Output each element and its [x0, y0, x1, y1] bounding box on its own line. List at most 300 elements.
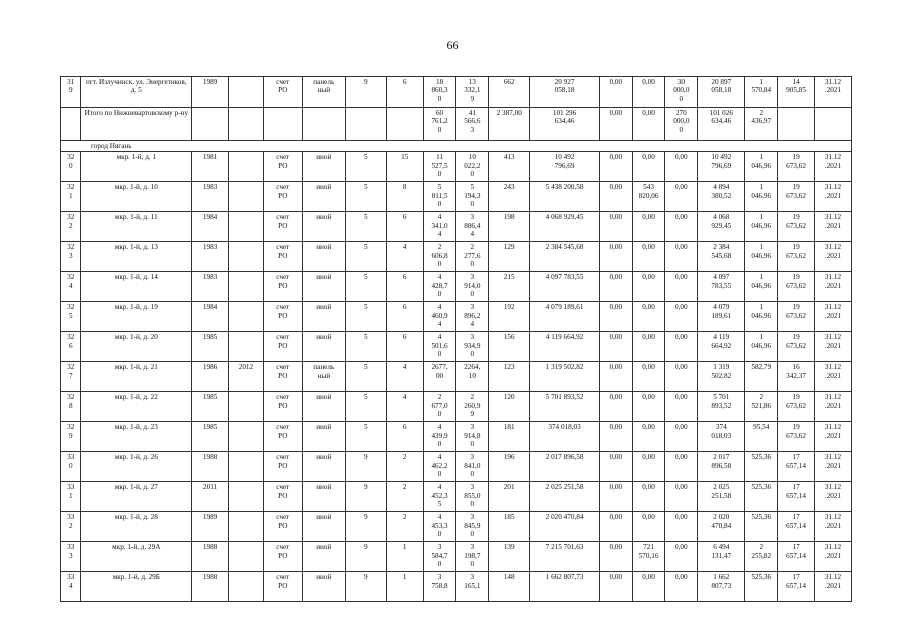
cell-c7: 19 673,62 [778, 332, 815, 362]
cell-a1: 4 462,2 0 [423, 452, 456, 482]
cell-ent: 6 [386, 422, 423, 452]
cell-a1: 4 453,3 0 [423, 512, 456, 542]
cell-n: 32 4 [61, 272, 81, 302]
cell-year: 1988 [192, 452, 229, 482]
cell-a1: 4 341,0 4 [423, 212, 456, 242]
cell-c3: 0,00 [632, 302, 665, 332]
cell-c6: 1 046,96 [745, 332, 778, 362]
cell-year: 1989 [192, 512, 229, 542]
cell-a1: 3 584,7 0 [423, 542, 456, 572]
cell-c6: 95,54 [745, 422, 778, 452]
cell-date: 31.12 .2021 [815, 362, 852, 392]
cell-c3: 0,00 [632, 152, 665, 182]
cell-res: 148 [489, 572, 530, 602]
registry-table [60, 76, 852, 602]
cell-a2: 3 914,0 0 [456, 272, 489, 302]
cell-fl: 9 [345, 542, 386, 572]
cell-fl: 5 [345, 332, 386, 362]
cell-c3: 0,00 [632, 77, 665, 108]
cell-date: 31.12 .2021 [815, 482, 852, 512]
cell-date: 31.12 .2021 [815, 542, 852, 572]
cell-c1: 4 097 783,55 [530, 272, 600, 302]
cell-a1: 18 860,3 0 [423, 77, 456, 108]
cell-wall: иной [302, 302, 345, 332]
cell-date: 31.12 .2021 [815, 152, 852, 182]
cell-c4: 30 000,0 0 [665, 77, 698, 108]
cell-year2 [229, 392, 264, 422]
cell-acc: счет РО [263, 332, 302, 362]
cell-year: 1989 [192, 77, 229, 108]
total-c4: 270 000,0 0 [665, 108, 698, 141]
cell-date: 31.12 .2021 [815, 572, 852, 602]
cell-a2: 3 886,4 4 [456, 212, 489, 242]
cell-wall: иной [302, 482, 345, 512]
cell-c6: 525,36 [745, 452, 778, 482]
cell-wall: иной [302, 332, 345, 362]
cell-ent: 8 [386, 182, 423, 212]
cell-addr: пгт. Излучинск, ул. Энергетиков, д. 5 [81, 77, 192, 108]
total-row [61, 108, 852, 141]
cell-year2 [229, 452, 264, 482]
cell-c1: 5 701 893,52 [530, 392, 600, 422]
cell-addr: мкр. 1-й, д. 10 [81, 182, 192, 212]
cell-c3: 0,00 [632, 572, 665, 602]
cell-year2 [229, 422, 264, 452]
cell-n: 32 0 [61, 152, 81, 182]
cell-a2: 3 165,1 [456, 572, 489, 602]
cell-c5: 1 662 807,73 [698, 572, 745, 602]
cell-acc: счет РО [263, 452, 302, 482]
cell-wall: иной [302, 452, 345, 482]
cell-c4: 0,00 [665, 392, 698, 422]
cell-fl [345, 108, 386, 141]
cell-addr: мкр. 1-й, д. 11 [81, 212, 192, 242]
table-row [61, 242, 852, 272]
cell-addr: мкр. 1-й, д. 1 [81, 152, 192, 182]
cell-c5: 4 894 380,52 [698, 182, 745, 212]
cell-n: 33 1 [61, 482, 81, 512]
cell-ent: 4 [386, 362, 423, 392]
cell-a1: 2677, 00 [423, 362, 456, 392]
cell-c4: 0,00 [665, 452, 698, 482]
cell-c6: 2 521,86 [745, 392, 778, 422]
cell-c3: 0,00 [632, 392, 665, 422]
cell-res: 243 [489, 182, 530, 212]
cell-addr: мкр. 1-й, д. 29Б [81, 572, 192, 602]
cell-c1: 4 119 664,92 [530, 332, 600, 362]
cell-c5: 2 025 251,58 [698, 482, 745, 512]
cell-a1: 4 501,6 0 [423, 332, 456, 362]
cell-addr: мкр. 1-й, д. 21 [81, 362, 192, 392]
cell-c3: 0,00 [632, 512, 665, 542]
cell-fl: 5 [345, 302, 386, 332]
cell-a2: 2264, 10 [456, 362, 489, 392]
cell-addr: мкр. 1-й, д. 14 [81, 272, 192, 302]
cell-res: 129 [489, 242, 530, 272]
cell-year2 [229, 212, 264, 242]
cell-a1: 5 811,5 0 [423, 182, 456, 212]
cell-wall: иной [302, 272, 345, 302]
cell-addr: мкр. 1-й, д. 29А [81, 542, 192, 572]
table-row [61, 182, 852, 212]
cell-a2: 2 277,6 0 [456, 242, 489, 272]
table-row [61, 452, 852, 482]
cell-addr: мкр. 1-й, д. 19 [81, 302, 192, 332]
cell-c2: 0,00 [599, 392, 632, 422]
cell-c3: 0,00 [632, 482, 665, 512]
cell-year: 1985 [192, 422, 229, 452]
cell-year2 [229, 108, 264, 141]
cell-n: 32 3 [61, 242, 81, 272]
cell-c4: 0,00 [665, 482, 698, 512]
cell-n: 32 1 [61, 182, 81, 212]
cell-wall: иной [302, 152, 345, 182]
cell-c4: 0,00 [665, 242, 698, 272]
cell-c7: 19 673,62 [778, 422, 815, 452]
cell-date: 31.12 .2021 [815, 242, 852, 272]
cell-n: 33 2 [61, 512, 81, 542]
cell-n: 32 2 [61, 212, 81, 242]
cell-res: 192 [489, 302, 530, 332]
cell-wall: панель ный [302, 362, 345, 392]
cell-c3: 543 820,06 [632, 182, 665, 212]
cell-fl: 9 [345, 452, 386, 482]
cell-c3: 0,00 [632, 452, 665, 482]
cell-acc: счет РО [263, 422, 302, 452]
cell-c5: 6 494 131,47 [698, 542, 745, 572]
table-row [61, 542, 852, 572]
cell-c7: 17 657,14 [778, 542, 815, 572]
cell-addr: мкр. 1-й, д. 23 [81, 422, 192, 452]
cell-c1: 374 018,03 [530, 422, 600, 452]
cell-c1: 7 215 701,63 [530, 542, 600, 572]
cell-n: 32 7 [61, 362, 81, 392]
cell-addr: мкр. 1-й, д. 13 [81, 242, 192, 272]
cell-c6: 525,36 [745, 572, 778, 602]
cell-fl: 5 [345, 152, 386, 182]
cell-a2: 3 896,2 4 [456, 302, 489, 332]
cell-c1: 2 384 545,68 [530, 242, 600, 272]
cell-fl: 9 [345, 512, 386, 542]
cell-a2: 5 194,3 0 [456, 182, 489, 212]
total-c6: 2 436,97 [745, 108, 778, 141]
cell-year: 1984 [192, 302, 229, 332]
cell-ent: 2 [386, 512, 423, 542]
total-c2: 0,00 [599, 108, 632, 141]
cell-c4: 0,00 [665, 512, 698, 542]
cell-res: 196 [489, 452, 530, 482]
cell-c2: 0,00 [599, 152, 632, 182]
cell-c5: 20 897 058,18 [698, 77, 745, 108]
cell-fl: 5 [345, 422, 386, 452]
cell-c5: 374 018,03 [698, 422, 745, 452]
cell-res: 201 [489, 482, 530, 512]
cell-year2 [229, 332, 264, 362]
cell-year: 1983 [192, 272, 229, 302]
cell-acc: счет РО [263, 572, 302, 602]
cell-c2: 0,00 [599, 332, 632, 362]
cell-date: 31.12 .2021 [815, 512, 852, 542]
cell-c4: 0,00 [665, 332, 698, 362]
city-row [61, 141, 852, 152]
cell-acc: счет РО [263, 152, 302, 182]
cell-year: 1981 [192, 152, 229, 182]
cell-c5: 2 017 896,58 [698, 452, 745, 482]
cell-addr: мкр. 1-й, д. 22 [81, 392, 192, 422]
cell-c1: 4 068 929,45 [530, 212, 600, 242]
total-a2: 41 566,6 3 [456, 108, 489, 141]
cell-c7: 19 673,62 [778, 242, 815, 272]
cell-c2: 0,00 [599, 572, 632, 602]
cell-c4: 0,00 [665, 422, 698, 452]
cell-c5: 1 319 502,82 [698, 362, 745, 392]
table-row [61, 362, 852, 392]
cell-year2 [229, 152, 264, 182]
cell-a2: 3 198,7 0 [456, 542, 489, 572]
cell-c7: 16 342,37 [778, 362, 815, 392]
cell-acc: счет РО [263, 392, 302, 422]
cell-c7: 19 673,62 [778, 302, 815, 332]
cell-fl: 5 [345, 362, 386, 392]
cell-c7 [778, 108, 815, 141]
cell-fl: 9 [345, 482, 386, 512]
cell-acc: счет РО [263, 182, 302, 212]
cell-year2: 2012 [229, 362, 264, 392]
cell-res: 139 [489, 542, 530, 572]
page-number: 66 [446, 38, 459, 52]
cell-a2: 10 022,2 0 [456, 152, 489, 182]
cell-c7: 19 673,62 [778, 272, 815, 302]
cell-wall: иной [302, 512, 345, 542]
cell-a2: 3 855,0 0 [456, 482, 489, 512]
cell-c5: 4 119 664,92 [698, 332, 745, 362]
cell-c6: 2 255,82 [745, 542, 778, 572]
cell-c4: 0,00 [665, 152, 698, 182]
cell-acc: счет РО [263, 242, 302, 272]
cell-c6: 525,36 [745, 512, 778, 542]
cell-c6: 1 046,96 [745, 272, 778, 302]
cell-fl: 5 [345, 272, 386, 302]
cell-a1: 11 527,5 0 [423, 152, 456, 182]
cell-ent: 2 [386, 452, 423, 482]
cell-fl: 5 [345, 182, 386, 212]
cell-year: 2011 [192, 482, 229, 512]
cell-year: 1985 [192, 392, 229, 422]
cell-wall: иной [302, 542, 345, 572]
cell-year2 [229, 77, 264, 108]
cell-year: 1988 [192, 542, 229, 572]
cell-addr: мкр. 1-й, д. 26 [81, 452, 192, 482]
cell-a1: 4 439,9 0 [423, 422, 456, 452]
cell-c7: 17 657,14 [778, 452, 815, 482]
cell-acc: счет РО [263, 362, 302, 392]
cell-c4: 0,00 [665, 542, 698, 572]
cell-a1: 4 460,9 4 [423, 302, 456, 332]
cell-n: 33 3 [61, 542, 81, 572]
cell-c7: 17 657,14 [778, 512, 815, 542]
cell-c2: 0,00 [599, 182, 632, 212]
cell-year2 [229, 272, 264, 302]
cell-date: 31.12 .2021 [815, 182, 852, 212]
cell-c1: 1 662 807,73 [530, 572, 600, 602]
cell-c2: 0,00 [599, 512, 632, 542]
cell-date: 31.12 .2021 [815, 77, 852, 108]
cell-wall [302, 108, 345, 141]
cell-res: 185 [489, 512, 530, 542]
cell-year: 1985 [192, 332, 229, 362]
cell-res: 198 [489, 212, 530, 242]
table-row [61, 512, 852, 542]
cell-ent [386, 108, 423, 141]
cell-c6: 1 570,84 [745, 77, 778, 108]
cell-c5: 10 492 796,69 [698, 152, 745, 182]
total-res: 2 387,00 [489, 108, 530, 141]
cell-c7: 19 673,62 [778, 212, 815, 242]
cell-c2: 0,00 [599, 212, 632, 242]
cell-a2: 2 260,9 9 [456, 392, 489, 422]
cell-res: 181 [489, 422, 530, 452]
total-c1: 101 296 634,46 [530, 108, 600, 141]
cell-addr: мкр. 1-й, д. 20 [81, 332, 192, 362]
cell-c2: 0,00 [599, 272, 632, 302]
cell-ent: 6 [386, 332, 423, 362]
total-c3: 0,00 [632, 108, 665, 141]
cell-acc: счет РО [263, 212, 302, 242]
cell-ent: 6 [386, 302, 423, 332]
cell-wall: иной [302, 422, 345, 452]
cell-c7: 14 905,85 [778, 77, 815, 108]
cell-year: 1983 [192, 182, 229, 212]
table-row [61, 77, 852, 108]
cell-a2: 13 332,1 9 [456, 77, 489, 108]
cell-wall: иной [302, 212, 345, 242]
table-row [61, 272, 852, 302]
cell-date: 31.12 .2021 [815, 452, 852, 482]
table-row [61, 332, 852, 362]
cell-n: 31 9 [61, 77, 81, 108]
cell-year: 1986 [192, 362, 229, 392]
cell-a2: 3 845,9 0 [456, 512, 489, 542]
cell-wall: иной [302, 392, 345, 422]
cell-fl: 9 [345, 572, 386, 602]
cell-year [192, 108, 229, 141]
cell-addr: мкр. 1-й, д. 27 [81, 482, 192, 512]
cell-ent: 1 [386, 572, 423, 602]
table-row [61, 392, 852, 422]
cell-c6: 1 046,96 [745, 242, 778, 272]
cell-acc: счет РО [263, 302, 302, 332]
cell-c1: 1 319 502,82 [530, 362, 600, 392]
cell-c2: 0,00 [599, 482, 632, 512]
cell-wall: панель ный [302, 77, 345, 108]
cell-c2: 0,00 [599, 362, 632, 392]
cell-year2 [229, 512, 264, 542]
cell-fl: 5 [345, 242, 386, 272]
total-label: Итого по Нижневартовскому р-ну [81, 108, 192, 141]
cell-res: 413 [489, 152, 530, 182]
cell-c1: 2 025 251,58 [530, 482, 600, 512]
cell-wall: иной [302, 572, 345, 602]
cell-a1: 2 677,0 0 [423, 392, 456, 422]
cell-c2: 0,00 [599, 452, 632, 482]
cell-c5: 4 097 783,55 [698, 272, 745, 302]
table-row [61, 302, 852, 332]
cell-year: 1983 [192, 242, 229, 272]
city-label: город Нягань [61, 141, 852, 152]
cell-c7: 19 673,62 [778, 392, 815, 422]
cell-res: 156 [489, 332, 530, 362]
cell-ent: 6 [386, 77, 423, 108]
cell-ent: 4 [386, 392, 423, 422]
cell-c3: 0,00 [632, 332, 665, 362]
cell-acc: счет РО [263, 482, 302, 512]
cell-res: 120 [489, 392, 530, 422]
cell-fl: 5 [345, 392, 386, 422]
cell-date: 31.12 .2021 [815, 302, 852, 332]
cell-year: 1984 [192, 212, 229, 242]
cell-c1: 2 017 896,58 [530, 452, 600, 482]
cell-n: 33 0 [61, 452, 81, 482]
cell-ent: 6 [386, 272, 423, 302]
cell-a1: 4 452,3 5 [423, 482, 456, 512]
cell-date [815, 108, 852, 141]
cell-c6: 1 046,96 [745, 212, 778, 242]
cell-c3: 0,00 [632, 422, 665, 452]
cell-ent: 15 [386, 152, 423, 182]
table-row [61, 212, 852, 242]
cell-n [61, 108, 81, 141]
cell-fl: 9 [345, 77, 386, 108]
cell-date: 31.12 .2021 [815, 392, 852, 422]
cell-c5: 4 068 929,45 [698, 212, 745, 242]
cell-c1: 10 492 796,69 [530, 152, 600, 182]
cell-c1: 2 020 470,84 [530, 512, 600, 542]
cell-c5: 4 079 189,61 [698, 302, 745, 332]
cell-date: 31.12 .2021 [815, 332, 852, 362]
cell-date: 31.12 .2021 [815, 212, 852, 242]
cell-wall: иной [302, 182, 345, 212]
cell-c2: 0,00 [599, 77, 632, 108]
cell-c3: 0,00 [632, 362, 665, 392]
cell-acc: счет РО [263, 272, 302, 302]
cell-n: 32 9 [61, 422, 81, 452]
cell-c7: 17 657,14 [778, 482, 815, 512]
cell-a1: 3 758,8 [423, 572, 456, 602]
cell-c3: 721 570,16 [632, 542, 665, 572]
total-a1: 60 761,2 0 [423, 108, 456, 141]
cell-c7: 17 657,14 [778, 572, 815, 602]
total-c5: 101 026 634,46 [698, 108, 745, 141]
cell-year2 [229, 572, 264, 602]
cell-c1: 4 079 189,61 [530, 302, 600, 332]
cell-c6: 525,36 [745, 482, 778, 512]
cell-c6: 1 046,96 [745, 182, 778, 212]
cell-c4: 0,00 [665, 182, 698, 212]
cell-acc: счет РО [263, 77, 302, 108]
cell-date: 31.12 .2021 [815, 272, 852, 302]
cell-c4: 0,00 [665, 212, 698, 242]
cell-c4: 0,00 [665, 572, 698, 602]
cell-c3: 0,00 [632, 212, 665, 242]
cell-date: 31.12 .2021 [815, 422, 852, 452]
cell-addr: мкр. 1-й, д. 28 [81, 512, 192, 542]
cell-n: 33 4 [61, 572, 81, 602]
cell-c6: 582,79 [745, 362, 778, 392]
cell-c7: 19 673,62 [778, 182, 815, 212]
cell-fl: 5 [345, 212, 386, 242]
cell-ent: 6 [386, 212, 423, 242]
cell-year2 [229, 242, 264, 272]
